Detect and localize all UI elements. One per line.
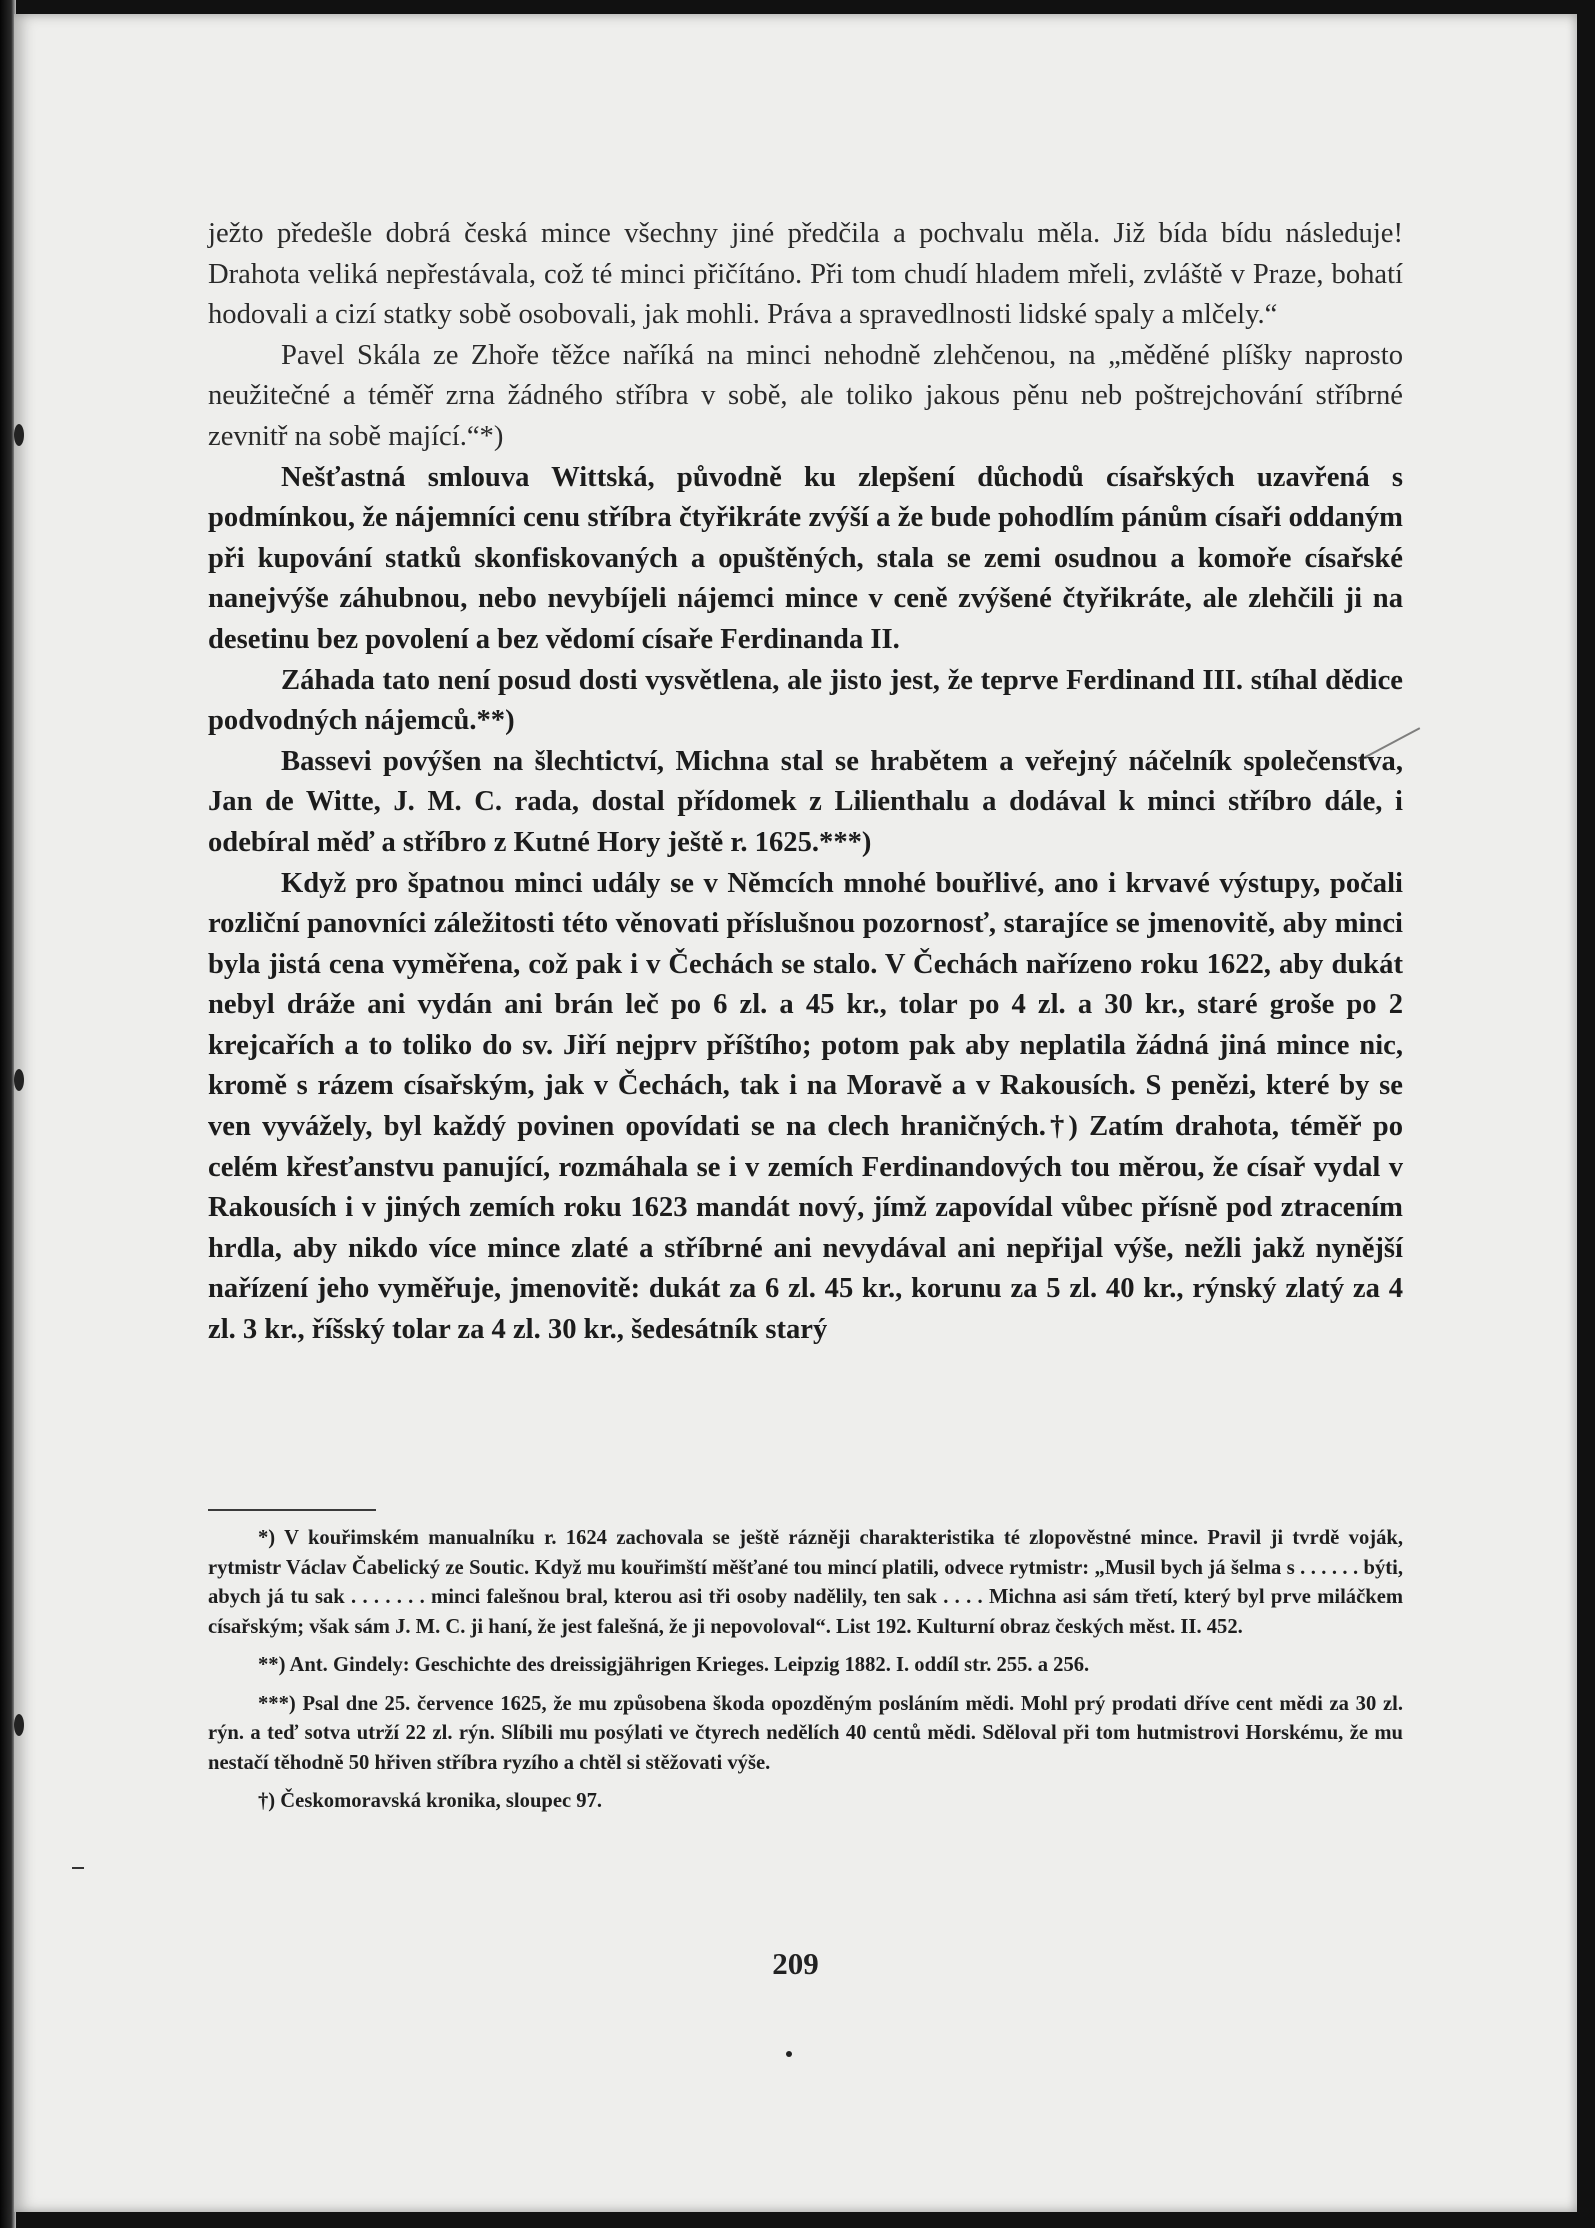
book-page xyxy=(14,14,1577,2212)
margin-mark xyxy=(14,1069,24,1091)
paragraph-2: Pavel Skála ze Zhoře těžce naříká na minci nehodně zlehčenou, na „měděné plíšky naprosto neužitečné a téměř zrna žádného stříbra v sobě, ale toliko jakous pěnu neb poštrejchování stříbrné zevnitř na sobě mající.“*) xyxy=(208,339,1403,452)
paragraph-4: Záhada tato není posud dosti vysvětlena, ale jisto jest, že teprve Ferdinand III. stíhal dědice podvodných nájemců.**) xyxy=(208,664,1403,737)
footnote-2: **) Ant. Gindely: Geschichte des dreissigjährigen Krieges. Leipzig 1882. I. oddíl str. 255. a 256. xyxy=(258,1654,1090,1676)
footnote-3: ***) Psal dne 25. července 1625, že mu způsobena škoda opozděným posláním mědi. Mohl prý prodati dříve cent mědi za 30 zl. rýn. a teď sotva utrží 22 zl. rýn. Slíbili mu posýlati ve čtyrech nedělích 40 centů mědi. Sděloval při tom hutmistrovi Horskému, že mu nestačí těhodně 50 hřiven stříbra ryzího a chtěl si stěžovati výše. xyxy=(208,1692,1403,1774)
paragraph-6: Když pro špatnou minci udály se v Němcích mnohé bouřlivé, ano i krvavé výstupy, počali rozliční panovníci záležitosti této věnovati příslušnou pozornosť, starajíce se jmenovitě, aby minci byla jistá cena vyměřena, což pak i v Čechách se stalo. V Čechách nařízeno roku 1622, aby dukát nebyl dráže ani vydán ani brán leč po 6 zl. a 45 kr., tolar po 4 zl. a 30 kr., staré groše po 2 krejcařích a to toliko do sv. Jiří nejprv příštího; potom pak aby neplatila žádná jiná mince nic, kromě s rázem císařským, jak v Čechách, tak i na Moravě a v Rakousích. S penězi, které by se ven vyvážely, byl každý povinen opovídati se na clech hraničných.†) Zatím drahota, téměř po celém křesťanstvu panující, rozmáhala se i v zemích Ferdinandových tou měrou, že císař vydal v Rakousích i v jiných zemích roku 1623 mandát nový, jímž zapovídal vůbec přísně pod ztracením hrdla, aby nikdo více mince zlaté a stříbrné ani nevydával ani nepřijal výše, nežli jakž nynější nařízení jeho vyměřuje, jmenovitě: dukát za 6 zl. 45 kr., korunu za 5 zl. 40 kr., rýnský zlatý za 4 zl. 3 kr., říšský tolar za 4 zl. 30 kr., šedesátník starý xyxy=(208,867,1403,1346)
margin-dash xyxy=(72,1867,84,1869)
main-text xyxy=(208,214,1403,1351)
margin-mark xyxy=(14,424,24,446)
page-number: 209 xyxy=(772,1946,819,1981)
footnote-4: †) Českomoravská kronika, sloupec 97. xyxy=(258,1790,603,1812)
paragraph-5: Bassevi povýšen na šlechtictví, Michna stal se hrabětem a veřejný náčelník společenstva, Jan de Witte, J. M. C. rada, dostal přídomek z Lilienthalu a dodával k minci stříbro dále, i odebíral měď a stříbro z Kutné Hory ještě r. 1625.***) xyxy=(208,745,1403,858)
margin-mark xyxy=(14,1714,24,1736)
footnotes xyxy=(208,1524,1403,1826)
footnote-divider xyxy=(208,1509,376,1511)
paragraph-1: ježto předešle dobrá česká mince všechny jiné předčila a pochvalu měla. Již bída bídu následuje! Drahota veliká nepřestávala, což té minci přičítáno. Při tom chudí hladem mřeli, zvláště v Praze, bohatí hodovali a cizí statky sobě osobovali, jak mohli. Práva a spravedlnosti lidské spaly a mlčely.“ xyxy=(208,218,1403,331)
ink-speck xyxy=(786,2051,792,2057)
footnote-1: *) V kouřimském manualníku r. 1624 zachovala se ještě rázněji charakteristika té zlopověstné mince. Pravil ji tvrdě voják, rytmistr Václav Čabelický ze Soutic. Když mu kouřimští měšťané tou mincí platili, odvece rytmistr: „Musil bych já šelma s . . . . . . býti, abych já tu sak . . . . . . . minci falešnou bral, kterou asi tři osoby nadělily, ten sak . . . . Michna asi sám třetí, který byl prve miláčkem císařským; však sám J. M. C. ji haní, že jest falešná, že ji nepovoloval“. List 192. Kulturní obraz českých měst. II. 452. xyxy=(208,1527,1403,1638)
paragraph-3: Nešťastná smlouva Wittská, původně ku zlepšení důchodů císařských uzavřená s podmínkou, že nájemníci cenu stříbra čtyřikráte zvýší a že bude pohodlím pánům císaři oddaným při kupování statků skonfiskovaných a opuštěných, stala se zemi osudnou a komoře císařské nanejvýše záhubnou, nebo nevybíjeli nájemci mince v ceně zvýšené čtyřikráte, ale zlehčili ji na desetinu bez povolení a bez vědomí císaře Ferdinanda II. xyxy=(208,461,1403,655)
